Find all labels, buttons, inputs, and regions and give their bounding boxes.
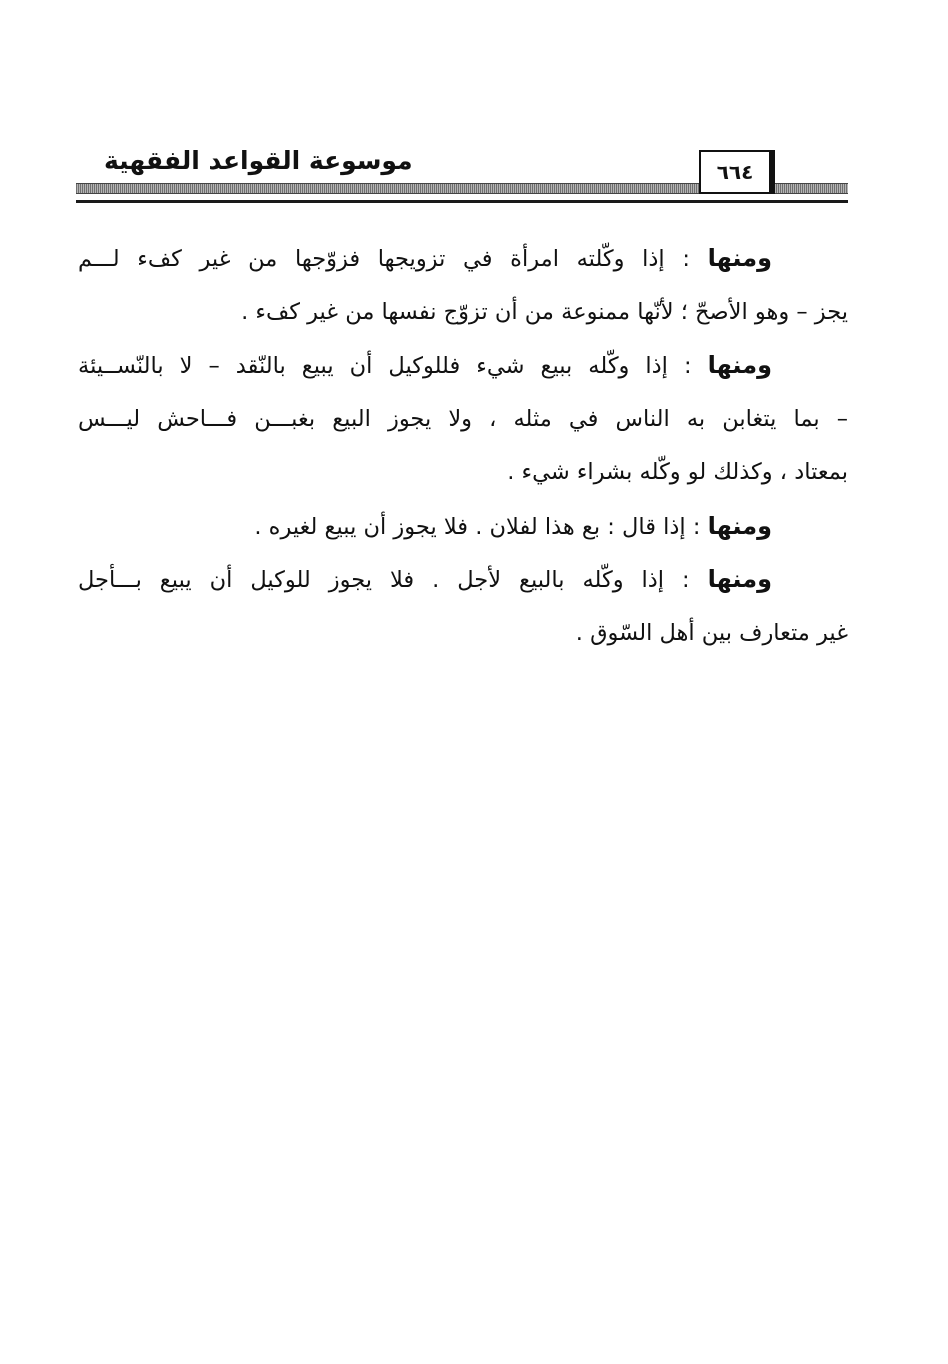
paragraph-keyword: ومنها	[707, 351, 772, 379]
text-line	[78, 290, 848, 344]
text-line	[78, 397, 848, 451]
text-line-content: بمعتاد ، وكذلك لو وكّله بشراء شيء .	[507, 459, 848, 485]
text-line-content: : إذا قال : بع هذا لفلان . فلا يجوز أن يبيع لغيره .	[254, 513, 708, 540]
text-line	[78, 450, 848, 504]
page-header	[76, 140, 848, 206]
paragraph-keyword: ومنها	[707, 565, 772, 593]
text-line-content: : إذا وكّله بالبيع لأجل . فلا يجوز للوكيل أن يبيع بـــأجل	[78, 567, 708, 593]
text-line-content: غير متعارف بين أهل السّوق .	[575, 619, 848, 646]
text-line-content: يجز – وهو الأصحّ ؛ لأنّها ممنوعة من أن تزوّج نفسها من غير كفء .	[241, 298, 848, 325]
text-line-content: – بما يتغابن به الناس في مثله ، ولا يجوز البيع بغبـــن فـــاحش ليـــس	[78, 405, 848, 432]
book-title: موسوعة القواعد الفقهية	[104, 146, 413, 175]
paragraph-keyword: ومنها	[707, 244, 772, 272]
text-line	[78, 504, 848, 558]
page-number: ٦٦٤	[716, 160, 754, 184]
text-line	[78, 611, 848, 665]
text-line-content: : إذا وكّلته امرأة في تزويجها فزوّجها من غير كفء لـــم	[78, 246, 708, 272]
page-number-box	[699, 150, 775, 194]
text-line-content: : إذا وكّله ببيع شيء فللوكيل أن يبيع بالنّقد – لا بالنّســيئة	[78, 353, 708, 379]
body-text	[78, 236, 848, 664]
header-rule	[76, 200, 848, 203]
text-line	[78, 236, 848, 290]
text-line	[78, 557, 848, 611]
paragraph-keyword: ومنها	[707, 511, 772, 540]
text-line	[78, 343, 848, 397]
